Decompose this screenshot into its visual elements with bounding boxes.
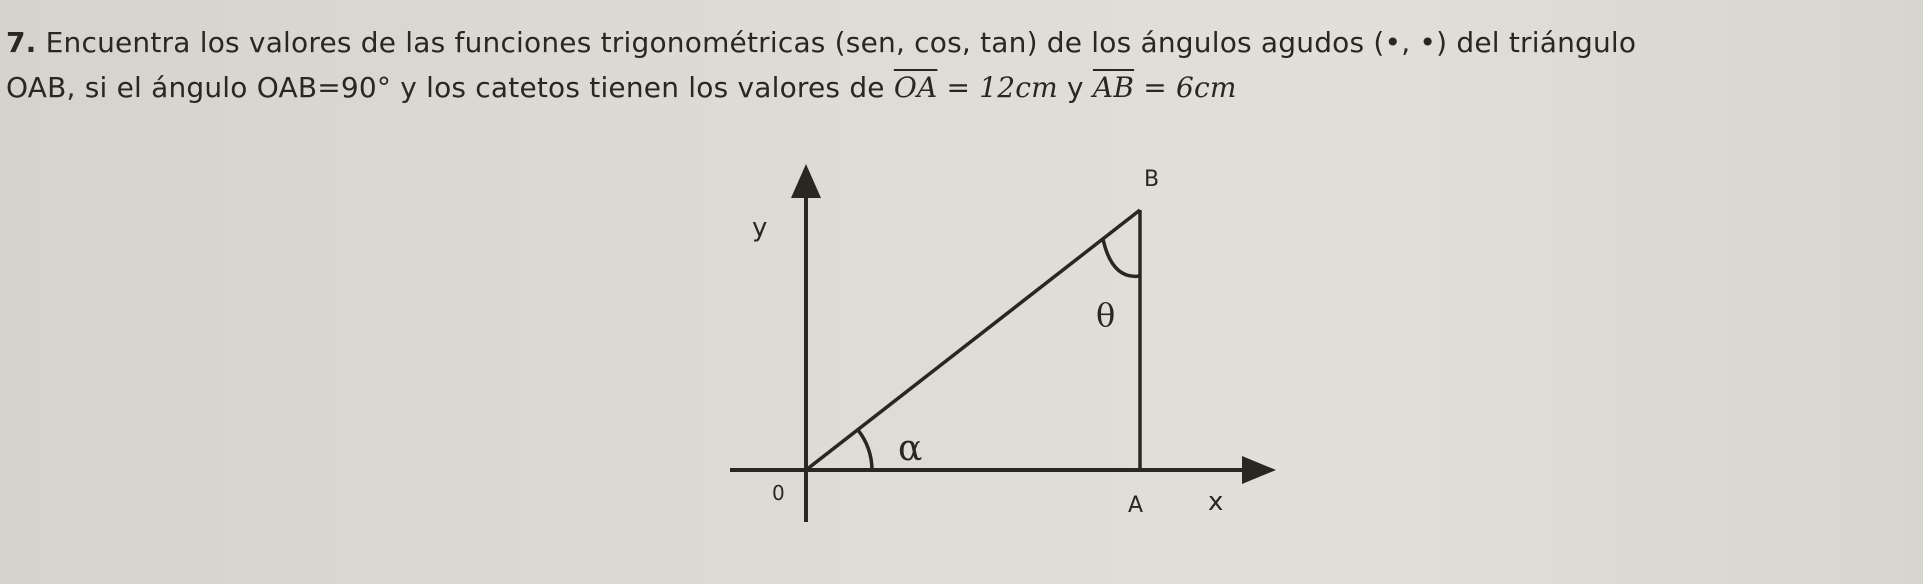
- point-a-label: A: [1128, 493, 1144, 518]
- y-axis-arrow-icon: [791, 164, 821, 198]
- point-b-label: B: [1144, 167, 1160, 192]
- angle-alpha-arc: [858, 430, 872, 470]
- segment-oa-symbol: $\overline{OA}$: [893, 71, 938, 104]
- problem-text-prefix: OAB, si el ángulo: [6, 71, 257, 104]
- triangle-diagram: [720, 150, 1280, 530]
- problem-statement: [6, 20, 1921, 110]
- segment-ab-value: = 6cm: [1134, 71, 1237, 104]
- x-axis-arrow-icon: [1242, 456, 1276, 484]
- segment-ab-symbol: $\overline{AB}$: [1092, 71, 1135, 104]
- segment-oa-value: = 12cm: [937, 71, 1058, 104]
- y-axis-label: y: [752, 213, 768, 243]
- angle-theta-arc: [1103, 239, 1140, 276]
- connector-text: y: [1057, 71, 1093, 104]
- show-through-text: [300, 118, 307, 143]
- angle-theta-label: θ: [1096, 296, 1116, 334]
- problem-text-line-1: Encuentra los valores de las funciones trigonométricas (sen, cos, tan) de los ángulos agudos (•, •) del triángulo: [36, 26, 1637, 59]
- problem-line-2: [6, 65, 1921, 110]
- problem-text-mid: y los catetos tienen los valores de: [391, 71, 894, 104]
- x-axis-label: x: [1208, 487, 1224, 517]
- hypotenuse-ob-line: [806, 210, 1140, 470]
- angle-expression: OAB=90°: [256, 71, 392, 104]
- next-problem-cutoff: [0, 566, 1923, 584]
- origin-label: 0: [772, 481, 785, 505]
- problem-number: 7.: [6, 26, 37, 59]
- angle-alpha-label: α: [898, 428, 923, 469]
- problem-line-1: [6, 20, 1921, 65]
